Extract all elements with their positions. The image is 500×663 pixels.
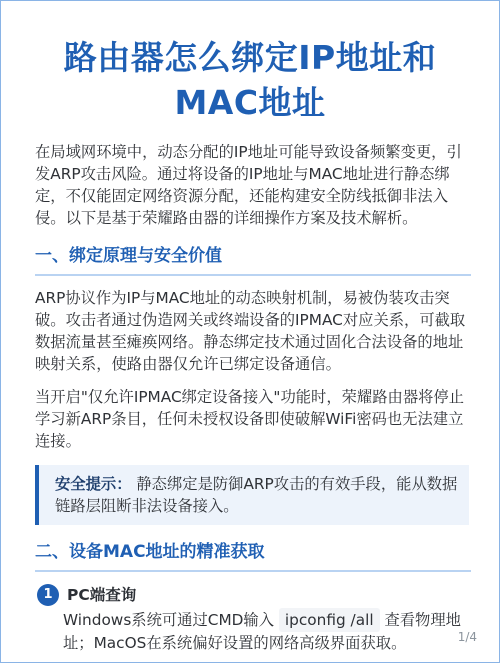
section-2-heading: 二、设备MAC地址的精准获取 bbox=[35, 540, 471, 572]
title-line-1: 路由器怎么绑定IP地址和 bbox=[63, 38, 437, 77]
security-tip-callout bbox=[35, 465, 469, 525]
security-tip-label: 安全提示： bbox=[55, 475, 132, 493]
section-1-heading: 一、绑定原理与安全价值 bbox=[35, 244, 471, 276]
step-text-before-code: Windows系统可通过CMD输入 bbox=[63, 611, 275, 629]
command-code: ipconfig /all bbox=[279, 608, 380, 632]
step-number-badge: 1 bbox=[37, 584, 59, 606]
section-1-paragraph-2: 当开启"仅允许IPMAC绑定设备接入"功能时，荣耀路由器将停止学习新ARP条目，任何未授权设备即使破解WiFi密码也无法建立连接。 bbox=[35, 388, 465, 450]
step-title: PC端查询 bbox=[67, 586, 137, 604]
intro-paragraph: 在局域网环境中，动态分配的IP地址可能导致设备频繁变更，引发ARP攻击风险。通过将设备的IP地址与MAC地址进行静态绑定，不仅能固定网络资源分配，还能构建安全防线抵御非法入侵。以下是基于荣耀路由器的详细操作方案及技术解析。 bbox=[35, 143, 462, 227]
step-description bbox=[63, 608, 469, 654]
page-title bbox=[13, 35, 487, 125]
security-tip-text: 静态绑定是防御ARP攻击的有效手段，能从数据链路层阻断非法设备接入。 bbox=[55, 475, 458, 515]
title-line-2: MAC地址 bbox=[174, 83, 326, 122]
pc-query-step bbox=[35, 584, 469, 654]
page-indicator: 1/4 bbox=[457, 630, 477, 644]
step-header bbox=[35, 584, 469, 606]
step-text-after-code: 查看物理地址；MacOS在系统偏好设置的网络高级界面获取。 bbox=[63, 611, 461, 652]
section-1-paragraph-1: ARP协议作为IP与MAC地址的动态映射机制，易被伪装攻击突破。攻击者通过伪造网关或终端设备的IPMAC对应关系，可截取数据流量甚至瘫痪网络。静态绑定技术通过固化合法设备的地址映射关系，使路由器仅允许已绑定设备通信。 bbox=[35, 289, 466, 373]
